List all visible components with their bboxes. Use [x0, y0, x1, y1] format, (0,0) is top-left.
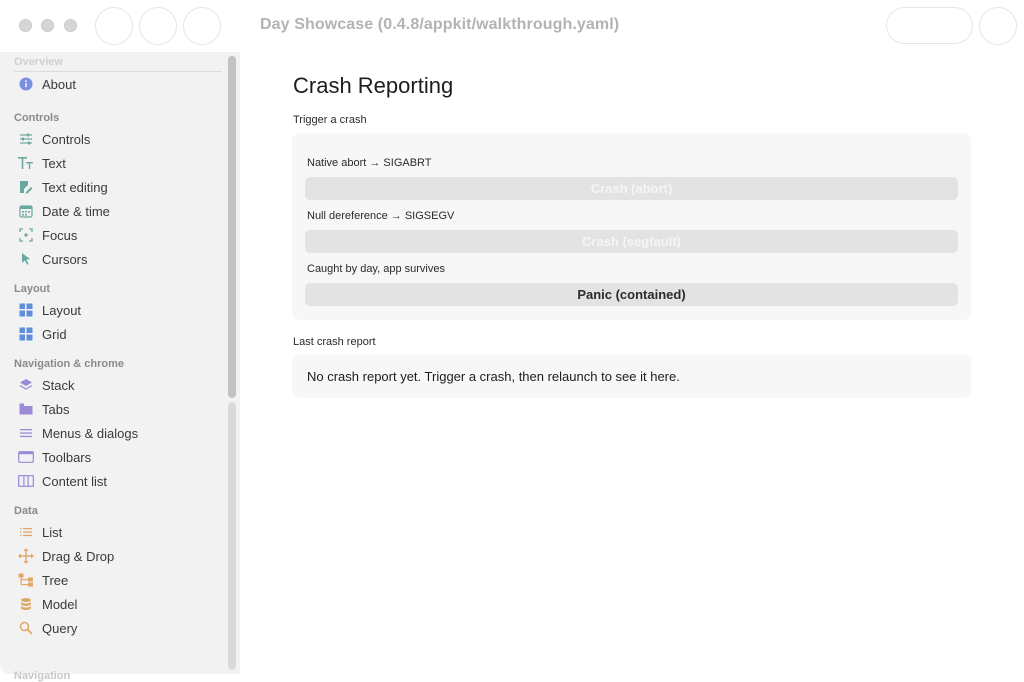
toolbar-button-3[interactable]: [183, 7, 221, 45]
sidebar-section-header: Data: [14, 505, 38, 517]
sidebar-item-model[interactable]: [18, 594, 77, 614]
sidebar-item-label: Tabs: [42, 401, 70, 417]
grid-icon: [18, 326, 34, 342]
panic-row-label: Caught by day, app survives: [307, 263, 445, 275]
toolbar-button-2[interactable]: [139, 7, 177, 45]
tabs-icon: [18, 401, 34, 417]
sidebar-item-tabs[interactable]: [18, 399, 69, 419]
calendar-icon: [18, 203, 34, 219]
text-icon: [18, 155, 34, 171]
crash-segfault-button[interactable]: Crash (segfault): [305, 230, 958, 253]
toolbar-button-1[interactable]: [95, 7, 133, 45]
sidebar-item-tree[interactable]: [18, 570, 68, 590]
sidebar-item-stack[interactable]: [18, 375, 75, 395]
sidebar-item-label: Content list: [42, 473, 108, 489]
page-title: Crash Reporting: [293, 73, 454, 98]
sidebar-item-text[interactable]: [18, 153, 66, 173]
sidebar-item-label: Text: [42, 155, 66, 171]
move-icon: [18, 548, 34, 564]
sidebar-scrollbar-thumb[interactable]: [228, 56, 236, 398]
title-bar: [0, 0, 1024, 52]
sidebar-item-label: Focus: [42, 227, 78, 243]
sidebar-item-text-editing[interactable]: [18, 177, 108, 197]
menu-icon: [18, 425, 34, 441]
sidebar-item-date-time[interactable]: [18, 201, 110, 221]
database-icon: [18, 596, 34, 612]
sidebar-item-layout[interactable]: [18, 300, 81, 320]
columns-icon: [18, 473, 34, 489]
sidebar-item-label: Toolbars: [42, 449, 92, 465]
trigger-section-label: Trigger a crash: [293, 114, 367, 126]
sidebar-item-about[interactable]: [18, 74, 76, 94]
search-icon: [18, 620, 34, 636]
toolbar-round-button[interactable]: [979, 7, 1017, 45]
sidebar-item-query[interactable]: [18, 618, 77, 638]
sidebar-header-partial: Navigation: [14, 670, 71, 682]
abort-row-label: Native abort → SIGABRT: [307, 157, 432, 169]
list-icon: [18, 524, 34, 540]
sidebar-item-label: List: [42, 524, 63, 540]
sidebar-section-header: Navigation & chrome: [14, 358, 125, 370]
sidebar-item-menus-dialogs[interactable]: [18, 423, 138, 443]
sidebar-item-label: Text editing: [42, 179, 108, 195]
sidebar-item-toolbars[interactable]: [18, 447, 91, 467]
sidebar-item-cursors[interactable]: [18, 249, 88, 269]
sidebar-item-drag-drop[interactable]: [18, 546, 114, 566]
sidebar-item-content-list[interactable]: [18, 471, 107, 491]
segfault-row-label: Null dereference → SIGSEGV: [307, 210, 455, 222]
close-window-button[interactable]: [19, 19, 32, 32]
sidebar-divider: [14, 71, 222, 72]
sidebar-item-grid[interactable]: [18, 324, 67, 344]
sidebar-item-label: Cursors: [42, 251, 88, 267]
focus-icon: [18, 227, 34, 243]
sidebar-item-label: Menus & dialogs: [42, 425, 139, 441]
sidebar-header-overview: Overview: [14, 56, 63, 68]
edit-icon: [18, 179, 34, 195]
sidebar-item-label: Model: [42, 596, 78, 612]
sidebar-item-label: Stack: [42, 377, 75, 393]
report-section-label: Last crash report: [293, 336, 376, 348]
minimize-window-button[interactable]: [41, 19, 54, 32]
info-circle-icon: [18, 76, 34, 92]
sliders-icon: [18, 131, 34, 147]
sidebar: [0, 52, 240, 682]
sidebar-item-label: Layout: [42, 302, 82, 318]
sidebar-scrollbar-track-lower: [228, 402, 236, 670]
sidebar-item-label: Drag & Drop: [42, 548, 115, 564]
sidebar-item-label: Date & time: [42, 203, 110, 219]
sidebar-section-header: Layout: [14, 283, 51, 295]
sidebar-item-focus[interactable]: [18, 225, 77, 245]
crash-report-text: No crash report yet. Trigger a crash, then relaunch to see it here.: [307, 369, 680, 384]
panic-contained-button[interactable]: Panic (contained): [305, 283, 958, 306]
sidebar-item-controls[interactable]: [18, 129, 90, 149]
layout-grid-icon: [18, 302, 34, 318]
sidebar-item-list[interactable]: [18, 522, 62, 542]
cursor-icon: [18, 251, 34, 267]
sidebar-item-label: Controls: [42, 131, 91, 147]
sidebar-item-label: Query: [42, 620, 78, 636]
sidebar-section-header: Controls: [14, 112, 60, 124]
sidebar-item-label: Tree: [42, 572, 69, 588]
zoom-window-button[interactable]: [64, 19, 77, 32]
window-title: Day Showcase (0.4.8/appkit/walkthrough.yaml): [260, 16, 620, 33]
crash-abort-button[interactable]: Crash (abort): [305, 177, 958, 200]
toolbar-icon: [18, 449, 34, 465]
sidebar-item-label: Grid: [42, 326, 67, 342]
toolbar-pill-button[interactable]: [886, 7, 973, 44]
tree-icon: [18, 572, 34, 588]
stack-icon: [18, 377, 34, 393]
sidebar-item-label: About: [42, 76, 76, 92]
